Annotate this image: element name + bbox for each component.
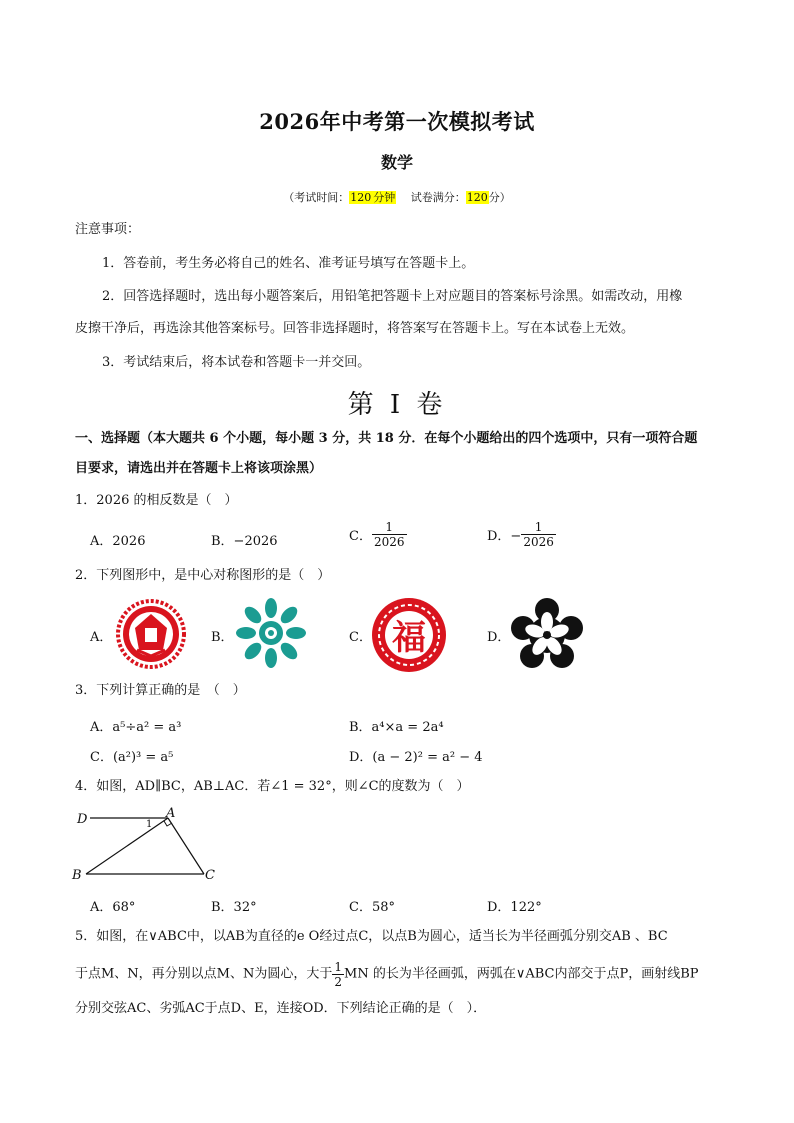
q2-option-d: D． xyxy=(487,630,511,645)
q4-label-d: D xyxy=(77,812,88,827)
q4-label-c: C xyxy=(205,868,215,883)
q1-option-a: A．2026 xyxy=(90,534,146,549)
q4-stem: 4．如图，AD∥BC，AB⊥AC．若∠1 = 32°，则∠C的度数为（ ） xyxy=(75,779,470,794)
q4-label-angle-1: 1 xyxy=(146,819,153,830)
q2-option-a: A． xyxy=(90,630,113,645)
section-title: 第 I 卷 xyxy=(347,390,447,420)
q1-option-c xyxy=(349,520,407,549)
q2-figure-b-flower-icon xyxy=(234,596,308,670)
q3-option-b: B．a⁴×a = 2a⁴ xyxy=(349,720,444,735)
note-item-2: 2．回答选择题时，选出每小题答案后，用铅笔把答题卡上对应题目的答案标号涂黑。如需改动，用橡 xyxy=(102,289,683,304)
q2-stem: 2．下列图形中，是中心对称图形的是（ ） xyxy=(75,568,331,583)
note-item-1: 1．答卷前，考生务必将自己的姓名、准考证号填写在答题卡上。 xyxy=(102,256,475,271)
q4-option-d: D．122° xyxy=(487,900,542,915)
q3-option-d: D．(a − 2)² = a² − 4 xyxy=(349,750,483,765)
q2-figure-c-char: 福 xyxy=(392,618,426,658)
exam-title: 2026年中考第一次模拟考试 xyxy=(259,109,535,134)
q2-option-c: C． xyxy=(349,630,372,645)
q5-fraction xyxy=(332,960,344,989)
q5-frac-den: 2 xyxy=(334,975,343,989)
q1-d-label: D．− xyxy=(487,529,522,544)
q5-line-2-post: MN 的长为半径画弧，两弧在∨ABC内部交于点P，画射线BP xyxy=(344,966,699,982)
q1-d-num: 1 xyxy=(521,520,556,535)
q2-figure-a-seal-icon xyxy=(115,598,187,670)
q1-d-fraction xyxy=(521,520,556,549)
part1-heading-1: 一、选择题（本大题共 6 个小题，每小题 3 分，共 18 分．在每个小题给出的四个选项中，只有一项符合题 xyxy=(75,431,698,446)
note-item-3: 3．考试结束后，将本试卷和答题卡一并交回。 xyxy=(102,355,371,370)
subject-title: 数学 xyxy=(380,153,413,172)
q1-c-num: 1 xyxy=(372,520,407,535)
q1-d-den: 2026 xyxy=(523,535,554,549)
q4-label-b: B xyxy=(72,868,82,883)
q4-label-a: A xyxy=(166,806,176,821)
time-prefix: （考试时间： xyxy=(283,191,350,204)
q5-line-2 xyxy=(75,960,699,989)
score-value: 120 xyxy=(466,191,488,204)
q3-option-a: A．a⁵÷a² = a³ xyxy=(90,720,182,735)
q3-stem: 3．下列计算正确的是 （ ） xyxy=(75,683,246,698)
q5-line-3: 分别交弦AC、劣弧AC于点D、E，连接OD．下列结论正确的是（ ）． xyxy=(75,1001,487,1016)
q1-option-b: B．−2026 xyxy=(211,534,278,549)
part1-heading-2: 目要求，请选出并在答题卡上将该项涂黑） xyxy=(75,461,323,476)
score-prefix: 试卷满分： xyxy=(410,191,466,204)
q4-option-b: B．32° xyxy=(211,900,257,915)
q4-figure xyxy=(72,806,222,886)
q4-option-c: C．58° xyxy=(349,900,395,915)
q1-c-fraction xyxy=(372,520,407,549)
time-value: 120 xyxy=(350,191,372,204)
q1-c-label: C． xyxy=(349,529,372,544)
q5-line-2-pre: 于点M、N，再分别以点M、N为圆心，大于 xyxy=(75,966,333,982)
exam-time-line xyxy=(0,189,794,205)
q1-c-den: 2026 xyxy=(373,535,405,549)
q4-option-a: A．68° xyxy=(90,900,136,915)
score-unit: 分） xyxy=(488,191,511,204)
notes-heading: 注意事项： xyxy=(75,222,141,237)
q1-stem: 1．2026 的相反数是（ ） xyxy=(75,493,238,508)
q5-line-1: 5．如图，在∨ABC中，以AB为直径的e O经过点C，以点B为圆心，适当长为半径画弧分别交AB 、BC xyxy=(75,929,668,944)
q3-option-c: C．(a²)³ = a⁵ xyxy=(90,750,174,765)
note-item-2-cont: 皮擦干净后，再选涂其他答案标号。回答非选择题时，将答案写在答题卡上。写在本试卷上无效。 xyxy=(75,321,635,336)
time-unit: 分钟 xyxy=(373,191,396,204)
q5-frac-num: 1 xyxy=(334,960,343,974)
q2-option-b: B． xyxy=(211,630,234,645)
q1-option-d xyxy=(487,520,556,549)
q2-figure-d-flower-icon xyxy=(510,598,584,670)
